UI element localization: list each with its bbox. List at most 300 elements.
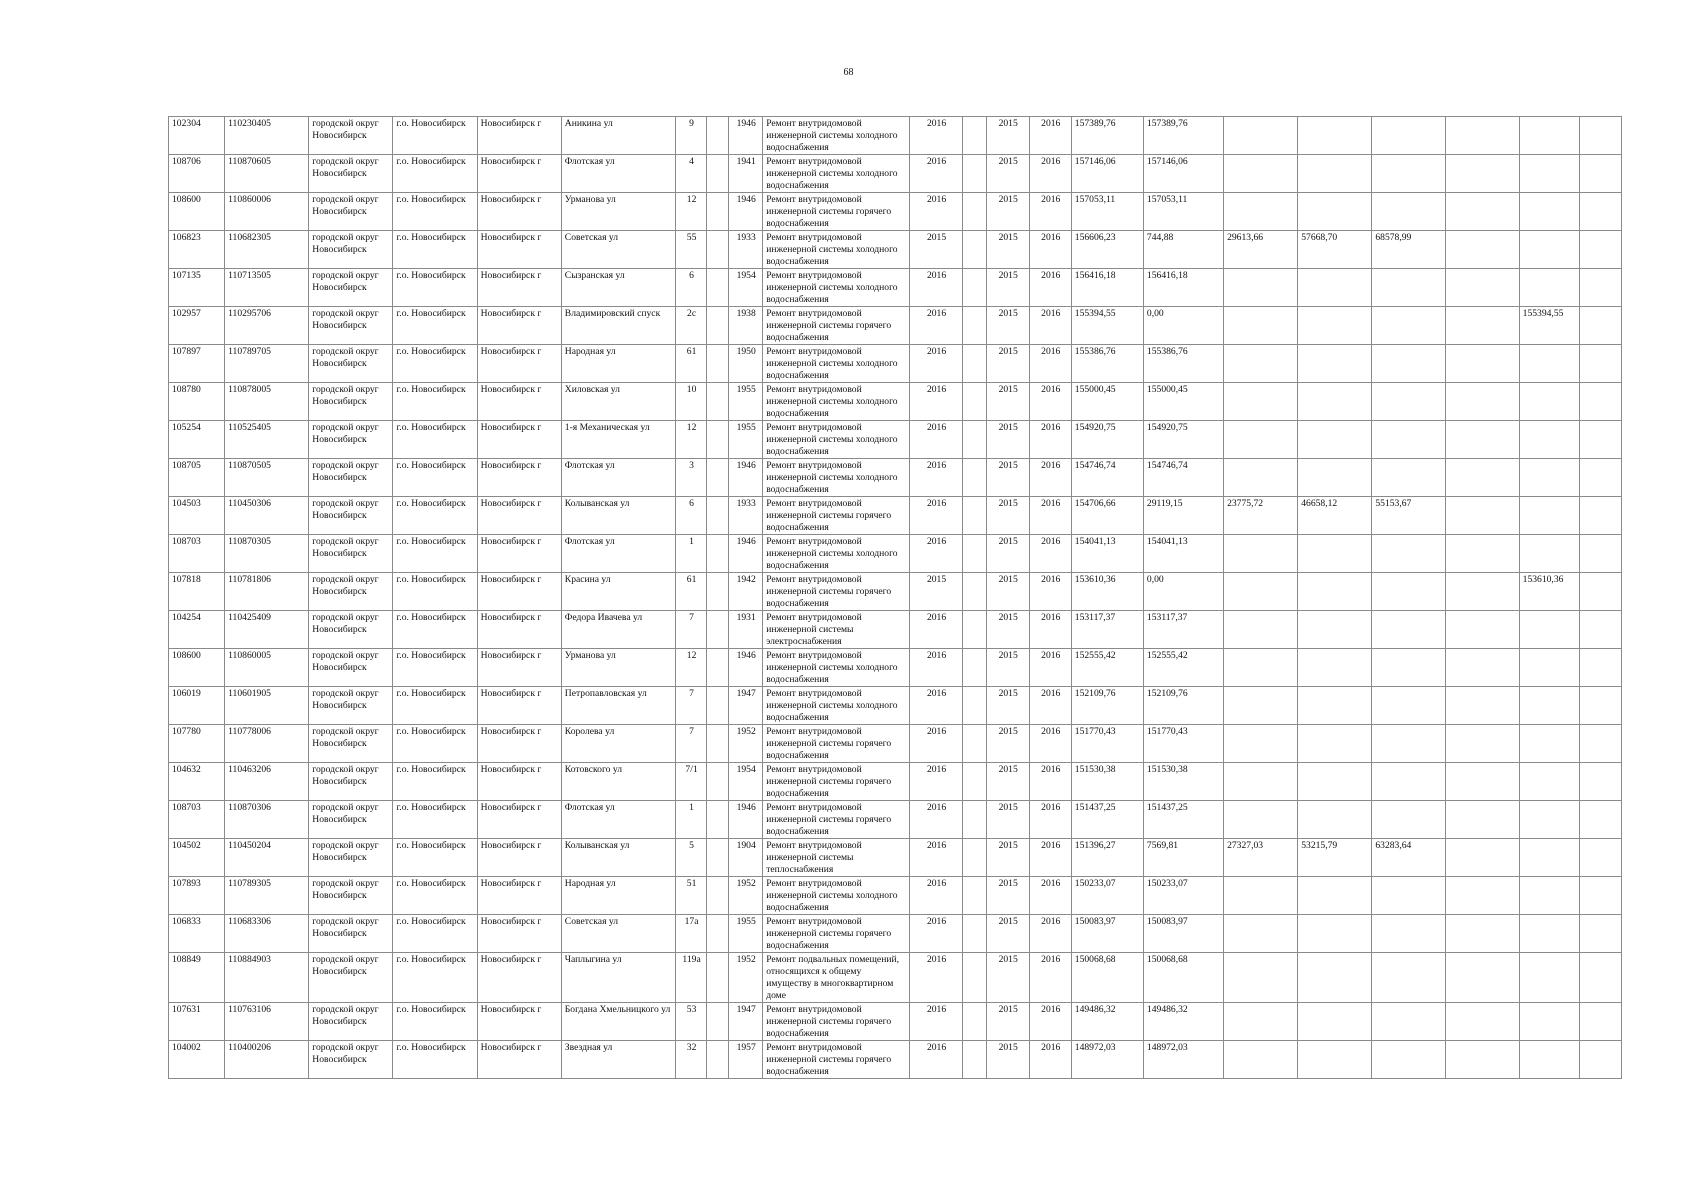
table-row <box>169 117 1622 155</box>
cell-year: 1946 <box>729 649 763 687</box>
cell-to: 2016 <box>1029 1041 1071 1079</box>
cell-c18 <box>1298 193 1372 231</box>
cell-house: 55 <box>676 231 707 269</box>
table-row <box>169 269 1622 307</box>
cell-street: Флотская ул <box>561 801 675 839</box>
cell-id: 108703 <box>169 535 225 573</box>
cell-c18 <box>1298 1003 1372 1041</box>
cell-id: 107631 <box>169 1003 225 1041</box>
cell-c19 <box>1372 801 1445 839</box>
cell-city: г.о. Новосибирск <box>393 421 477 459</box>
cell-locality: Новосибирск г <box>477 193 561 231</box>
cell-c19 <box>1372 687 1445 725</box>
cell-c18 <box>1298 953 1372 1003</box>
cell-c12 <box>962 421 986 459</box>
cell-city: г.о. Новосибирск <box>393 915 477 953</box>
cell-c8 <box>707 839 729 877</box>
cell-locality: Новосибирск г <box>477 763 561 801</box>
cell-c16: 148972,03 <box>1143 1041 1223 1079</box>
cell-work: Ремонт внутридомовой инженерной системы теплоснабжения <box>763 839 910 877</box>
cell-work: Ремонт внутридомовой инженерной системы холодного водоснабжения <box>763 687 910 725</box>
table-row <box>169 193 1622 231</box>
cell-district: городской округ Новосибирск <box>309 953 393 1003</box>
cell-district: городской округ Новосибирск <box>309 345 393 383</box>
cell-id: 108600 <box>169 193 225 231</box>
cell-c19 <box>1372 649 1445 687</box>
cell-locality: Новосибирск г <box>477 573 561 611</box>
cell-from: 2015 <box>986 383 1029 421</box>
cell-c8 <box>707 117 729 155</box>
cell-c17 <box>1224 269 1298 307</box>
cell-c18 <box>1298 725 1372 763</box>
cell-house: 119а <box>676 953 707 1003</box>
cell-plan: 2016 <box>910 801 962 839</box>
cell-house: 10 <box>676 383 707 421</box>
cell-c21 <box>1519 915 1579 953</box>
cell-code: 110525405 <box>225 421 309 459</box>
cell-c22 <box>1579 801 1621 839</box>
cell-c19 <box>1372 307 1445 345</box>
cell-c12 <box>962 1041 986 1079</box>
cell-city: г.о. Новосибирск <box>393 611 477 649</box>
cell-district: городской округ Новосибирск <box>309 421 393 459</box>
cell-c20 <box>1445 345 1519 383</box>
cell-work: Ремонт внутридомовой инженерной системы горячего водоснабжения <box>763 1041 910 1079</box>
cell-id: 107893 <box>169 877 225 915</box>
cell-plan: 2016 <box>910 421 962 459</box>
cell-c8 <box>707 307 729 345</box>
cell-c12 <box>962 117 986 155</box>
cell-id: 104632 <box>169 763 225 801</box>
cell-total: 156606,23 <box>1071 231 1143 269</box>
cell-c8 <box>707 497 729 535</box>
cell-c12 <box>962 687 986 725</box>
cell-c22 <box>1579 1003 1621 1041</box>
cell-work: Ремонт внутридомовой инженерной системы горячего водоснабжения <box>763 725 910 763</box>
table-row <box>169 573 1622 611</box>
cell-c17 <box>1224 915 1298 953</box>
cell-from: 2015 <box>986 801 1029 839</box>
cell-c19 <box>1372 383 1445 421</box>
cell-code: 110884903 <box>225 953 309 1003</box>
cell-from: 2015 <box>986 839 1029 877</box>
cell-from: 2015 <box>986 155 1029 193</box>
cell-code: 110682305 <box>225 231 309 269</box>
cell-code: 110789305 <box>225 877 309 915</box>
cell-street: Чаплыгина ул <box>561 953 675 1003</box>
cell-c18 <box>1298 421 1372 459</box>
cell-house: 61 <box>676 345 707 383</box>
cell-total: 151437,25 <box>1071 801 1143 839</box>
cell-street: Советская ул <box>561 915 675 953</box>
cell-to: 2016 <box>1029 231 1071 269</box>
cell-c21 <box>1519 1041 1579 1079</box>
cell-plan: 2016 <box>910 269 962 307</box>
cell-plan: 2016 <box>910 877 962 915</box>
cell-locality: Новосибирск г <box>477 1003 561 1041</box>
cell-id: 107135 <box>169 269 225 307</box>
cell-code: 110870305 <box>225 535 309 573</box>
cell-from: 2015 <box>986 953 1029 1003</box>
cell-c19 <box>1372 155 1445 193</box>
cell-id: 104502 <box>169 839 225 877</box>
cell-c12 <box>962 497 986 535</box>
cell-c12 <box>962 915 986 953</box>
cell-c22 <box>1579 1041 1621 1079</box>
cell-work: Ремонт внутридомовой инженерной системы холодного водоснабжения <box>763 649 910 687</box>
table-row <box>169 687 1622 725</box>
cell-house: 3 <box>676 459 707 497</box>
table-row <box>169 801 1622 839</box>
cell-c12 <box>962 953 986 1003</box>
cell-c19: 63283,64 <box>1372 839 1445 877</box>
cell-c21 <box>1519 953 1579 1003</box>
cell-c18 <box>1298 155 1372 193</box>
cell-plan: 2016 <box>910 915 962 953</box>
cell-locality: Новосибирск г <box>477 1041 561 1079</box>
cell-c17: 23775,72 <box>1224 497 1298 535</box>
cell-total: 155394,55 <box>1071 307 1143 345</box>
cell-street: Флотская ул <box>561 535 675 573</box>
cell-locality: Новосибирск г <box>477 801 561 839</box>
cell-work: Ремонт внутридомовой инженерной системы горячего водоснабжения <box>763 1003 910 1041</box>
cell-plan: 2016 <box>910 117 962 155</box>
cell-c21 <box>1519 231 1579 269</box>
cell-code: 110781806 <box>225 573 309 611</box>
cell-c22 <box>1579 421 1621 459</box>
cell-c12 <box>962 155 986 193</box>
cell-to: 2016 <box>1029 421 1071 459</box>
cell-c20 <box>1445 1003 1519 1041</box>
table-row <box>169 725 1622 763</box>
cell-code: 110601905 <box>225 687 309 725</box>
cell-c20 <box>1445 117 1519 155</box>
cell-from: 2015 <box>986 345 1029 383</box>
cell-c22 <box>1579 269 1621 307</box>
cell-code: 110789705 <box>225 345 309 383</box>
cell-c8 <box>707 421 729 459</box>
cell-c8 <box>707 573 729 611</box>
cell-street: Флотская ул <box>561 459 675 497</box>
cell-plan: 2016 <box>910 649 962 687</box>
cell-total: 155386,76 <box>1071 345 1143 383</box>
cell-c17 <box>1224 383 1298 421</box>
cell-c8 <box>707 763 729 801</box>
cell-c19 <box>1372 573 1445 611</box>
cell-from: 2015 <box>986 307 1029 345</box>
cell-from: 2015 <box>986 725 1029 763</box>
cell-to: 2016 <box>1029 573 1071 611</box>
cell-district: городской округ Новосибирск <box>309 915 393 953</box>
cell-c16: 156416,18 <box>1143 269 1223 307</box>
cell-c8 <box>707 1041 729 1079</box>
cell-locality: Новосибирск г <box>477 421 561 459</box>
cell-year: 1947 <box>729 687 763 725</box>
cell-c12 <box>962 231 986 269</box>
cell-c20 <box>1445 687 1519 725</box>
cell-street: Владимировский спуск <box>561 307 675 345</box>
table-row <box>169 915 1622 953</box>
cell-house: 7 <box>676 725 707 763</box>
cell-c20 <box>1445 1041 1519 1079</box>
cell-c12 <box>962 345 986 383</box>
cell-house: 17а <box>676 915 707 953</box>
cell-c8 <box>707 345 729 383</box>
cell-district: городской округ Новосибирск <box>309 611 393 649</box>
cell-c21 <box>1519 117 1579 155</box>
cell-district: городской округ Новосибирск <box>309 155 393 193</box>
cell-c16: 150083,97 <box>1143 915 1223 953</box>
table-row <box>169 953 1622 1003</box>
cell-code: 110463206 <box>225 763 309 801</box>
cell-c17 <box>1224 953 1298 1003</box>
cell-c22 <box>1579 725 1621 763</box>
cell-district: городской округ Новосибирск <box>309 877 393 915</box>
cell-code: 110230405 <box>225 117 309 155</box>
cell-house: 2с <box>676 307 707 345</box>
cell-to: 2016 <box>1029 535 1071 573</box>
cell-c20 <box>1445 573 1519 611</box>
cell-to: 2016 <box>1029 155 1071 193</box>
cell-city: г.о. Новосибирск <box>393 839 477 877</box>
cell-year: 1947 <box>729 1003 763 1041</box>
cell-c18 <box>1298 383 1372 421</box>
cell-work: Ремонт внутридомовой инженерной системы холодного водоснабжения <box>763 155 910 193</box>
cell-code: 110878005 <box>225 383 309 421</box>
cell-c16: 149486,32 <box>1143 1003 1223 1041</box>
cell-c16: 157146,06 <box>1143 155 1223 193</box>
cell-district: городской округ Новосибирск <box>309 839 393 877</box>
cell-year: 1955 <box>729 915 763 953</box>
cell-street: Советская ул <box>561 231 675 269</box>
cell-c17 <box>1224 345 1298 383</box>
cell-c12 <box>962 649 986 687</box>
cell-c22 <box>1579 497 1621 535</box>
cell-to: 2016 <box>1029 953 1071 1003</box>
cell-c20 <box>1445 307 1519 345</box>
cell-plan: 2016 <box>910 687 962 725</box>
cell-locality: Новосибирск г <box>477 345 561 383</box>
table-row <box>169 497 1622 535</box>
cell-c19 <box>1372 535 1445 573</box>
cell-c22 <box>1579 687 1621 725</box>
cell-total: 151396,27 <box>1071 839 1143 877</box>
cell-c16: 0,00 <box>1143 307 1223 345</box>
cell-c18 <box>1298 459 1372 497</box>
cell-c22 <box>1579 383 1621 421</box>
page-number: 68 <box>843 67 854 78</box>
cell-plan: 2016 <box>910 763 962 801</box>
cell-c18 <box>1298 345 1372 383</box>
cell-total: 154920,75 <box>1071 421 1143 459</box>
cell-locality: Новосибирск г <box>477 839 561 877</box>
cell-c21 <box>1519 269 1579 307</box>
cell-to: 2016 <box>1029 687 1071 725</box>
cell-c22 <box>1579 535 1621 573</box>
cell-total: 153117,37 <box>1071 611 1143 649</box>
cell-year: 1955 <box>729 421 763 459</box>
cell-house: 6 <box>676 269 707 307</box>
cell-locality: Новосибирск г <box>477 155 561 193</box>
cell-street: Сызранская ул <box>561 269 675 307</box>
cell-c19 <box>1372 953 1445 1003</box>
cell-street: 1-я Механическая ул <box>561 421 675 459</box>
cell-house: 6 <box>676 497 707 535</box>
cell-work: Ремонт внутридомовой инженерной системы горячего водоснабжения <box>763 307 910 345</box>
cell-from: 2015 <box>986 459 1029 497</box>
cell-c16: 152109,76 <box>1143 687 1223 725</box>
cell-plan: 2016 <box>910 155 962 193</box>
cell-city: г.о. Новосибирск <box>393 193 477 231</box>
cell-work: Ремонт внутридомовой инженерной системы холодного водоснабжения <box>763 269 910 307</box>
cell-c20 <box>1445 725 1519 763</box>
cell-c21 <box>1519 193 1579 231</box>
cell-year: 1952 <box>729 953 763 1003</box>
table-row <box>169 155 1622 193</box>
cell-total: 150083,97 <box>1071 915 1143 953</box>
cell-to: 2016 <box>1029 383 1071 421</box>
cell-total: 149486,32 <box>1071 1003 1143 1041</box>
table-row <box>169 1041 1622 1079</box>
cell-year: 1952 <box>729 877 763 915</box>
cell-c22 <box>1579 649 1621 687</box>
cell-c22 <box>1579 915 1621 953</box>
cell-c8 <box>707 231 729 269</box>
cell-street: Народная ул <box>561 345 675 383</box>
cell-c19 <box>1372 763 1445 801</box>
cell-locality: Новосибирск г <box>477 535 561 573</box>
cell-c20 <box>1445 459 1519 497</box>
cell-plan: 2016 <box>910 611 962 649</box>
cell-from: 2015 <box>986 915 1029 953</box>
cell-street: Урманова ул <box>561 649 675 687</box>
cell-c16: 155000,45 <box>1143 383 1223 421</box>
cell-c18 <box>1298 611 1372 649</box>
cell-work: Ремонт внутридомовой инженерной системы горячего водоснабжения <box>763 497 910 535</box>
cell-c19: 55153,67 <box>1372 497 1445 535</box>
cell-c16: 151437,25 <box>1143 801 1223 839</box>
cell-city: г.о. Новосибирск <box>393 687 477 725</box>
cell-to: 2016 <box>1029 345 1071 383</box>
cell-year: 1950 <box>729 345 763 383</box>
cell-id: 108780 <box>169 383 225 421</box>
table-row <box>169 839 1622 877</box>
cell-c21 <box>1519 839 1579 877</box>
cell-id: 108703 <box>169 801 225 839</box>
cell-id: 102304 <box>169 117 225 155</box>
cell-work: Ремонт внутридомовой инженерной системы холодного водоснабжения <box>763 535 910 573</box>
cell-c21 <box>1519 611 1579 649</box>
cell-district: городской округ Новосибирск <box>309 535 393 573</box>
cell-c21 <box>1519 763 1579 801</box>
cell-c22 <box>1579 459 1621 497</box>
cell-c20 <box>1445 535 1519 573</box>
cell-plan: 2016 <box>910 1041 962 1079</box>
cell-street: Красина ул <box>561 573 675 611</box>
cell-locality: Новосибирск г <box>477 307 561 345</box>
cell-c8 <box>707 725 729 763</box>
cell-c20 <box>1445 155 1519 193</box>
cell-id: 105254 <box>169 421 225 459</box>
cell-c16: 151530,38 <box>1143 763 1223 801</box>
table-row <box>169 1003 1622 1041</box>
cell-from: 2015 <box>986 497 1029 535</box>
cell-code: 110870505 <box>225 459 309 497</box>
cell-year: 1954 <box>729 269 763 307</box>
cell-street: Народная ул <box>561 877 675 915</box>
cell-city: г.о. Новосибирск <box>393 573 477 611</box>
cell-street: Флотская ул <box>561 155 675 193</box>
cell-c17: 27327,03 <box>1224 839 1298 877</box>
cell-street: Хиловская ул <box>561 383 675 421</box>
cell-c18 <box>1298 763 1372 801</box>
cell-district: городской округ Новосибирск <box>309 649 393 687</box>
cell-year: 1946 <box>729 193 763 231</box>
cell-c19 <box>1372 611 1445 649</box>
cell-district: городской округ Новосибирск <box>309 231 393 269</box>
cell-district: городской округ Новосибирск <box>309 1041 393 1079</box>
cell-locality: Новосибирск г <box>477 611 561 649</box>
cell-c18 <box>1298 573 1372 611</box>
cell-c12 <box>962 269 986 307</box>
cell-city: г.о. Новосибирск <box>393 1041 477 1079</box>
cell-id: 107818 <box>169 573 225 611</box>
cell-house: 12 <box>676 193 707 231</box>
cell-c18 <box>1298 915 1372 953</box>
cell-c8 <box>707 915 729 953</box>
cell-house: 51 <box>676 877 707 915</box>
cell-code: 110295706 <box>225 307 309 345</box>
cell-street: Федора Ивачева ул <box>561 611 675 649</box>
cell-house: 7 <box>676 611 707 649</box>
cell-c12 <box>962 801 986 839</box>
cell-city: г.о. Новосибирск <box>393 953 477 1003</box>
cell-code: 110763106 <box>225 1003 309 1041</box>
cell-city: г.о. Новосибирск <box>393 725 477 763</box>
cell-work: Ремонт внутридомовой инженерной системы горячего водоснабжения <box>763 573 910 611</box>
cell-c21 <box>1519 687 1579 725</box>
cell-city: г.о. Новосибирск <box>393 231 477 269</box>
cell-district: городской округ Новосибирск <box>309 383 393 421</box>
cell-house: 61 <box>676 573 707 611</box>
cell-city: г.о. Новосибирск <box>393 345 477 383</box>
cell-locality: Новосибирск г <box>477 459 561 497</box>
cell-city: г.о. Новосибирск <box>393 763 477 801</box>
cell-to: 2016 <box>1029 839 1071 877</box>
cell-year: 1941 <box>729 155 763 193</box>
cell-district: городской округ Новосибирск <box>309 117 393 155</box>
cell-c21 <box>1519 421 1579 459</box>
cell-c17 <box>1224 649 1298 687</box>
cell-year: 1946 <box>729 117 763 155</box>
cell-c8 <box>707 611 729 649</box>
cell-c20 <box>1445 801 1519 839</box>
cell-plan: 2016 <box>910 193 962 231</box>
cell-c8 <box>707 649 729 687</box>
cell-c16: 29119,15 <box>1143 497 1223 535</box>
cell-c17 <box>1224 725 1298 763</box>
cell-c17 <box>1224 307 1298 345</box>
table-row <box>169 535 1622 573</box>
cell-c19 <box>1372 725 1445 763</box>
table-row <box>169 649 1622 687</box>
cell-year: 1933 <box>729 231 763 269</box>
cell-c20 <box>1445 231 1519 269</box>
cell-c17 <box>1224 421 1298 459</box>
cell-c8 <box>707 953 729 1003</box>
cell-id: 107780 <box>169 725 225 763</box>
repair-register-table <box>168 116 1622 1079</box>
